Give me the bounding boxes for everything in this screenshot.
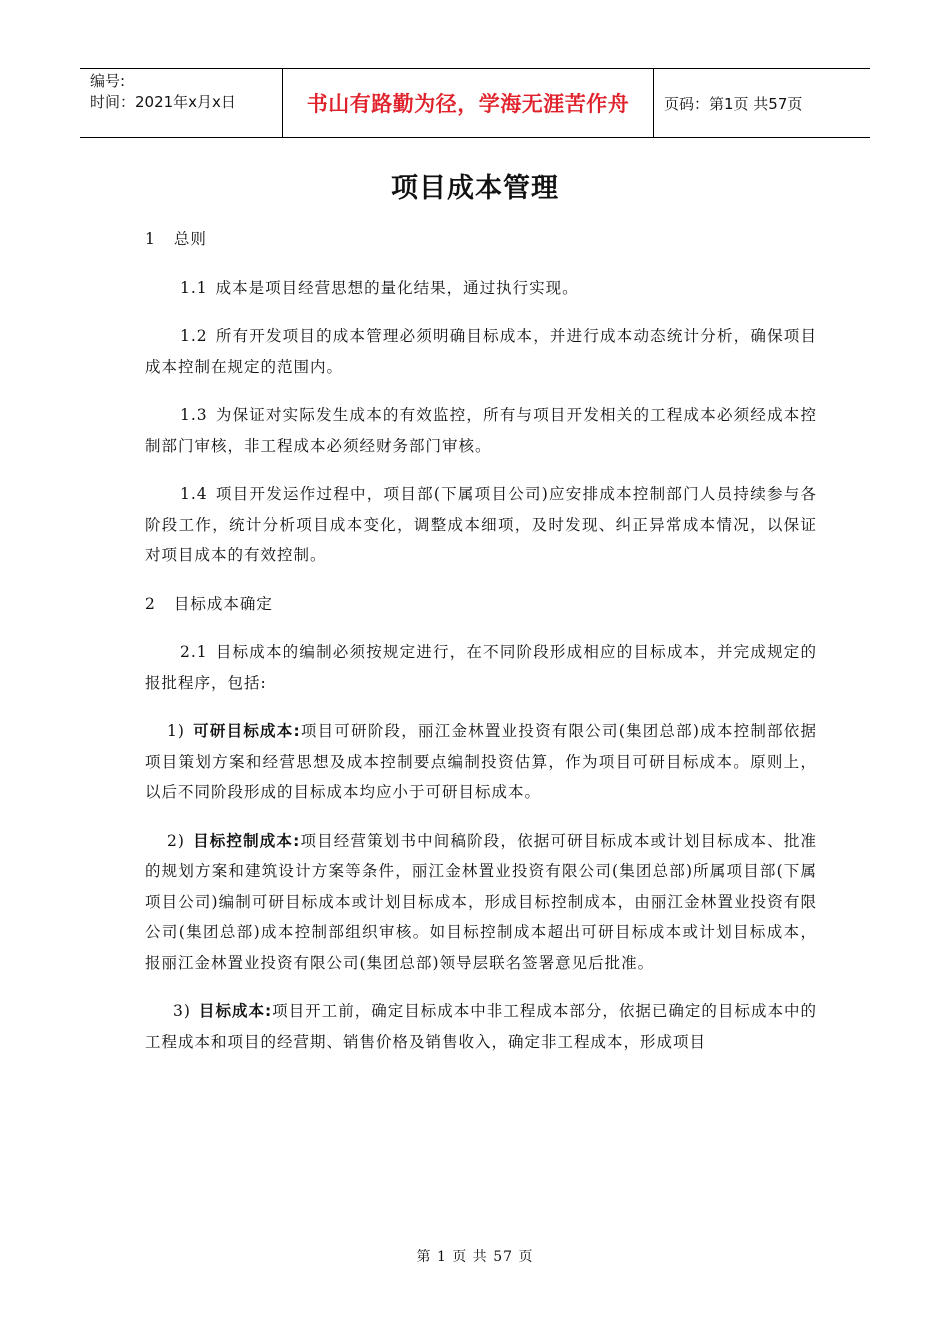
document-body [145,224,817,1075]
list-item-2 [145,826,817,979]
list-item-term: 可研目标成本: [192,722,301,740]
header-page-code: 页码：第1页 共57页 [664,94,803,113]
list-item-1 [145,716,817,808]
paragraph-2-1 [145,637,817,698]
list-item-term: 目标成本: [198,1002,273,1020]
section-heading-1 [145,224,817,255]
paragraph-text: 目标成本的编制必须按规定进行，在不同阶段形成相应的目标成本，并完成规定的报批程序，包括: [145,643,817,692]
section-number: 2 [145,594,156,613]
list-item-text: 项目开工前，确定目标成本中非工程成本部分，依据已确定的目标成本中的工程成本和项目的经营期、销售价格及销售收入，确定非工程成本，形成项目 [145,1002,817,1051]
paragraph-text: 所有开发项目的成本管理必须明确目标成本，并进行成本动态统计分析，确保项目成本控制在规定的范围内。 [145,327,817,376]
document-title: 项目成本管理 [391,173,559,204]
list-item-text: 项目可研阶段，丽江金林置业投资有限公司(集团总部)成本控制部依据项目策划方案和经营思想及成本控制要点编制投资估算，作为项目可研目标成本。原则上，以后不同阶段形成的目标成本均应小于可研目标成本。 [145,722,817,801]
header-meta [80,69,282,137]
paragraph-text: 项目开发运作过程中，项目部(下属项目公司)应安排成本控制部门人员持续参与各阶段工作，统计分析项目成本变化，调整成本细项，及时发现、纠正异常成本情况，以保证对项目成本的有效控制。 [145,485,817,564]
paragraph-number: 2.1 [180,643,208,661]
paragraph-1-3 [145,400,817,461]
document-date: 时间：2021年x月x日 [90,93,236,111]
section-title: 总则 [173,230,207,248]
list-item-term: 目标控制成本: [192,831,301,850]
paragraph-number: 1.3 [180,406,208,424]
list-item-3 [145,996,817,1057]
paragraph-1-2 [145,321,817,382]
paragraph-text: 为保证对实际发生成本的有效监控，所有与项目开发相关的工程成本必须经成本控制部门审核，非工程成本必须经财务部门审核。 [145,406,817,455]
list-item-number: 2) [167,831,185,850]
list-item-number: 1) [167,722,185,740]
paragraph-number: 1.4 [180,485,208,503]
paragraph-1-4 [145,479,817,571]
section-number: 1 [145,230,156,248]
header-motto: 书山有路勤为径，学海无涯苦作舟 [282,69,654,137]
page-header [80,68,870,138]
paragraph-text: 成本是项目经营思想的量化结果，通过执行实现。 [215,278,579,297]
paragraph-number: 1.2 [180,327,208,345]
document-number-label: 编号: [90,72,126,90]
page-footer: 第 1 页 共 57 页 [416,1249,534,1265]
list-item-text: 项目经营策划书中间稿阶段，依据可研目标成本或计划目标成本、批准的规划方案和建筑设计方案等条件，丽江金林置业投资有限公司(集团总部)所属项目部(下属项目公司)编制可研目标成本或计划目标成本，形成目标控制成本，由丽江金林置业投资有限公司(集团总部)成本控制部组织审核。如目标控制成本超出可研目标成本或计划目标成本，报丽江金林置业投资有限公司(集团总部)领导层联名签署意见后批准。 [145,831,817,972]
list-item-number: 3) [173,1002,191,1020]
paragraph-1-1 [145,273,817,304]
paragraph-number: 1.1 [180,278,208,297]
section-title: 目标成本确定 [173,594,273,613]
section-heading-2 [145,589,817,620]
